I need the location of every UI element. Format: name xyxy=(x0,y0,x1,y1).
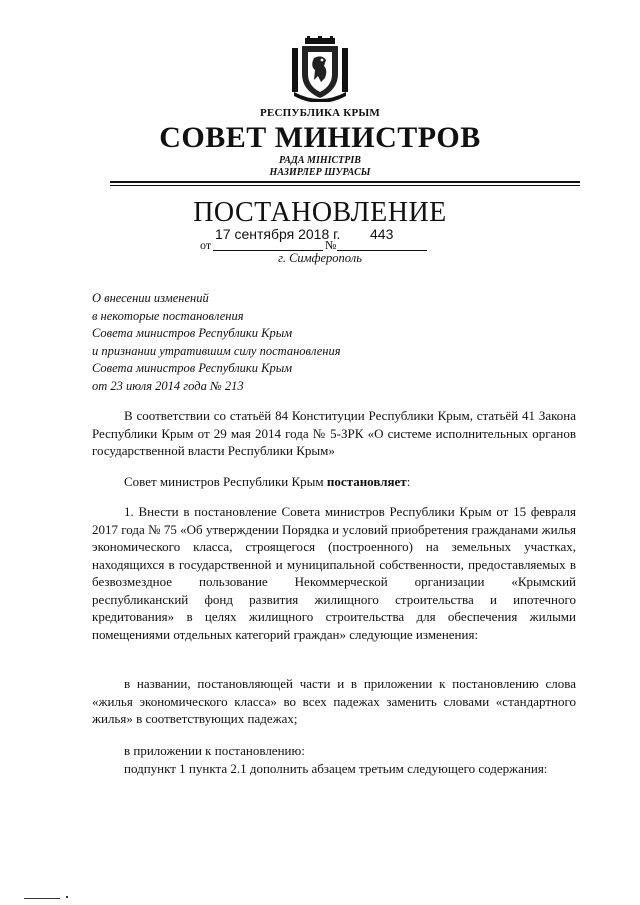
document-date: 17 сентября 2018 г. xyxy=(215,226,341,242)
footer-dot xyxy=(66,896,68,898)
caption-line: в некоторые постановления xyxy=(92,308,244,323)
resolves-suffix: : xyxy=(406,474,411,489)
caption-line: Совета министров Республики Крым xyxy=(92,326,293,340)
crimea-coat-of-arms-icon xyxy=(288,36,352,102)
document-city: г. Симферополь xyxy=(278,251,362,265)
caption-line: и признании утратившим силу постановления xyxy=(92,343,341,358)
subparagraph-paragraph: подпункт 1 пункта 2.1 дополнить абзацем третьим следующего содержания: xyxy=(124,761,548,776)
council-name: СОВЕТ МИНИСТРОВ xyxy=(159,121,481,154)
appendix-paragraph: в приложении к постановлению: xyxy=(124,743,305,758)
number-label: № xyxy=(325,238,337,252)
document-title: ПОСТАНОВЛЕНИЕ xyxy=(193,197,447,228)
document-caption xyxy=(92,290,341,395)
council-name-crimean-tatar: НАЗИРЛЕР ШУРАСЫ xyxy=(269,167,371,178)
footer-mark xyxy=(24,898,60,899)
resolves-paragraph xyxy=(92,473,576,491)
document-number: 443 xyxy=(370,226,394,242)
republic-name: РЕСПУБЛИКА КРЫМ xyxy=(260,107,380,119)
header-rule-thick xyxy=(110,181,580,183)
caption-line: О внесении изменений xyxy=(92,291,209,305)
council-name-ukrainian: РАДА МІНІСТРІВ xyxy=(279,155,361,166)
header-rule-thin xyxy=(110,185,580,186)
caption-line: Совета министров Республики Крым xyxy=(92,361,293,375)
date-label: от xyxy=(200,238,212,252)
preamble-paragraph: В соответствии со статьёй 84 Конституции Республики Крым, статьёй 41 Закона Республики Крым от 29 мая 2014 года № 5-ЗРК «О системе исполнительных органов государственной власти Республики Крым» xyxy=(92,408,576,458)
caption-line: от 23 июля 2014 года № 213 xyxy=(92,378,244,393)
amendment-title-paragraph: в названии, постановляющей части и в приложении к постановлению слова «жилья экономического класса» во всех падежах заменить словами «стандартного жилья» в соответствующих падежах; xyxy=(92,676,576,726)
item-1-paragraph: 1. Внести в постановление Совета министров Республики Крым от 15 февраля 2017 года № 75 «Об утверждении Порядка и условий приобретения гражданами жилья экономического класса, строящегося (построенного) на земельных участках, находящихся в государственной и муниципальной собственности, предоставляемых в безвозмездное пользование Некоммерческой организации «Крымский республиканский фонд развития жилищного строительства и ипотечного кредитования» в целях жилищного строительства для обеспечения жилыми помещениями отдельных категорий граждан» следующие изменения: xyxy=(92,504,576,642)
resolves-keyword: постановляет xyxy=(326,474,407,489)
resolves-prefix: Совет министров Республики Крым xyxy=(124,474,327,489)
